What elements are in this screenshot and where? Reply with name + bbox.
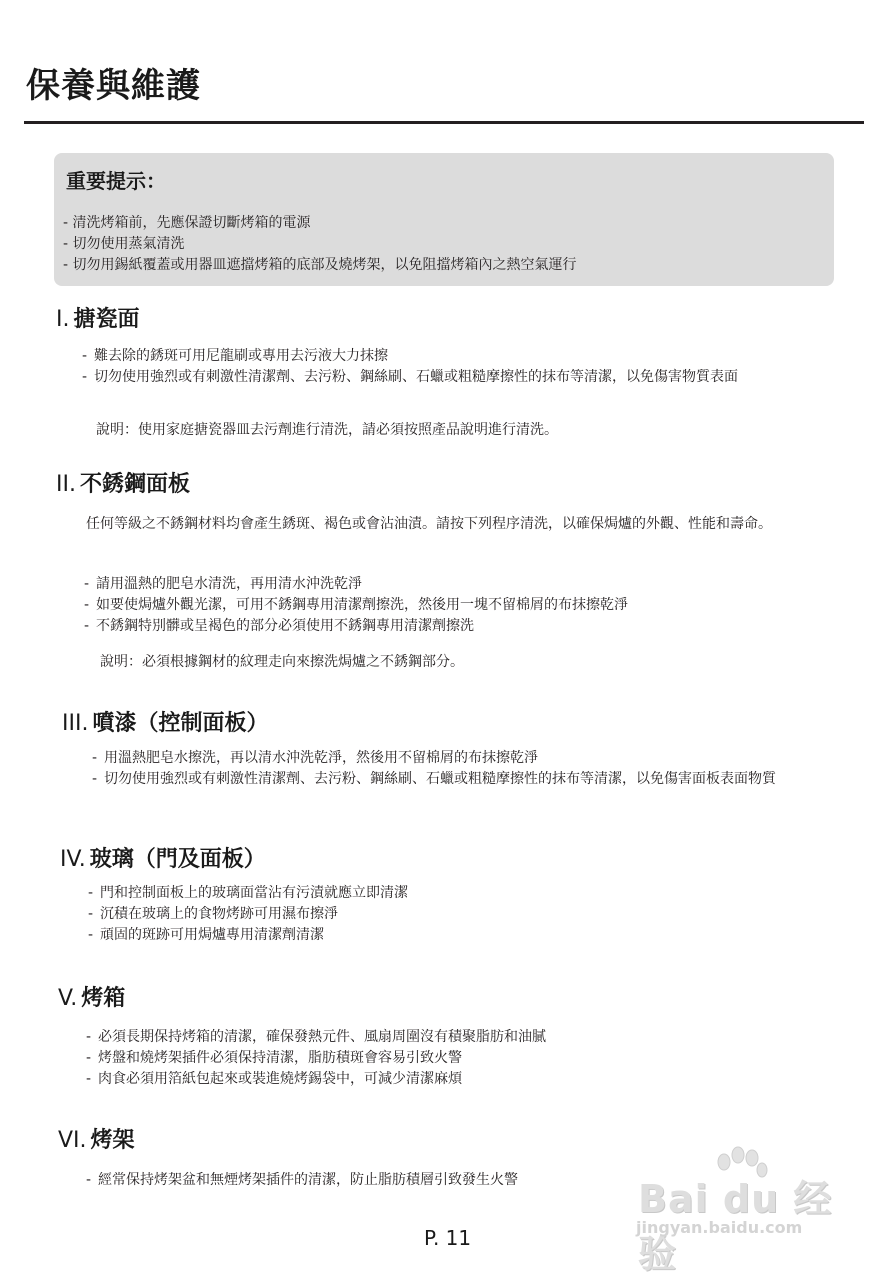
baidu-watermark xyxy=(632,1146,842,1276)
section-heading-paint xyxy=(62,706,268,737)
notice-list xyxy=(63,213,577,276)
section-list-enamel xyxy=(82,346,822,388)
section-list-rack xyxy=(86,1170,646,1191)
section-title: 搪瓷面 xyxy=(73,307,140,332)
section-number: VI. xyxy=(58,1128,87,1153)
list-item: - 用溫熱肥皂水擦洗，再以清水沖洗乾淨，然後用不留棉屑的布抹擦乾淨 xyxy=(92,750,538,766)
notice-item: - 切勿使用蒸氣清洗 xyxy=(63,236,185,252)
watermark-brand: Bai du 经验 xyxy=(638,1177,833,1276)
section-intro-steel: 任何等級之不銹鋼材料均會產生銹斑、褐色或會沾油漬。請按下列程序清洗，以確保焗爐的外觀、性能和壽命。 xyxy=(86,516,772,532)
list-item: - 必須長期保持烤箱的清潔，確保發熱元件、風扇周圍沒有積聚脂肪和油膩 xyxy=(86,1029,546,1045)
section-list-glass xyxy=(88,883,828,946)
section-list-steel xyxy=(84,574,824,637)
list-item: - 經常保持烤架盆和無煙烤架插件的清潔，防止脂肪積層引致發生火警 xyxy=(86,1172,518,1188)
list-item: - 沉積在玻璃上的食物烤跡可用濕布擦淨 xyxy=(88,906,338,922)
section-title: 噴漆（控制面板） xyxy=(92,711,269,736)
list-item: - 切勿使用強烈或有刺激性清潔劑、去污粉、鋼絲刷、石蠟或粗糙摩擦性的抹布等清潔，以免傷害面板表面物質 xyxy=(92,771,776,787)
list-item: - 如要使焗爐外觀光潔，可用不銹鋼專用清潔劑擦洗，然後用一塊不留棉屑的布抹擦乾淨 xyxy=(84,597,628,613)
section-heading-glass xyxy=(60,842,266,873)
title-divider xyxy=(24,121,864,124)
section-list-oven xyxy=(86,1027,826,1090)
section-number: III. xyxy=(62,711,89,736)
section-number: V. xyxy=(58,986,78,1011)
notice-item: - 切勿用錫紙覆蓋或用器皿遮擋烤箱的底部及燒烤架，以免阻擋烤箱內之熱空氣運行 xyxy=(63,257,577,273)
section-title: 不銹鋼面板 xyxy=(79,472,190,497)
page-title: 保養與維護 xyxy=(26,66,201,106)
section-heading-enamel xyxy=(56,302,140,333)
section-heading-rack xyxy=(58,1123,135,1154)
section-title: 烤箱 xyxy=(81,986,126,1011)
section-note-enamel: 說明：使用家庭搪瓷器皿去污劑進行清洗，請必須按照產品說明進行清洗。 xyxy=(96,422,558,438)
notice-item: - 清洗烤箱前，先應保證切斷烤箱的電源 xyxy=(63,215,311,231)
list-item: - 門和控制面板上的玻璃面當沾有污漬就應立即清潔 xyxy=(88,885,408,901)
list-item: - 肉食必須用箔紙包起來或裝進燒烤錫袋中，可減少清潔麻煩 xyxy=(86,1071,462,1087)
section-heading-oven xyxy=(58,981,125,1012)
section-note-steel: 說明：必須根據鋼材的紋理走向來擦洗焗爐之不銹鋼部分。 xyxy=(100,654,464,670)
list-item: - 不銹鋼特別髒或呈褐色的部分必須使用不銹鋼專用清潔劑擦洗 xyxy=(84,618,474,634)
list-item: - 請用溫熱的肥皂水清洗，再用清水沖洗乾淨 xyxy=(84,576,362,592)
section-heading-steel xyxy=(56,467,190,498)
list-item: - 切勿使用強烈或有刺激性清潔劑、去污粉、鋼絲刷、石蠟或粗糙摩擦性的抹布等清潔，以免傷害物質表面 xyxy=(82,369,738,385)
notice-title: 重要提示： xyxy=(66,169,166,193)
list-item: - 頑固的斑跡可用焗爐專用清潔劑清潔 xyxy=(88,927,324,943)
list-item: - 烤盤和燒烤架插件必須保持清潔，脂肪積斑會容易引致火警 xyxy=(86,1050,462,1066)
watermark-url: jingyan.baidu.com xyxy=(636,1218,803,1237)
page-number: P. 11 xyxy=(424,1226,472,1250)
section-number: I. xyxy=(56,307,70,332)
list-item: - 難去除的銹斑可用尼龍刷或專用去污液大力抹擦 xyxy=(82,348,388,364)
section-list-paint xyxy=(92,748,830,790)
section-title: 烤架 xyxy=(90,1128,135,1153)
important-notice-box xyxy=(54,153,834,286)
section-number: IV. xyxy=(60,847,86,872)
section-title: 玻璃（門及面板） xyxy=(89,847,266,872)
section-number: II. xyxy=(56,472,76,497)
